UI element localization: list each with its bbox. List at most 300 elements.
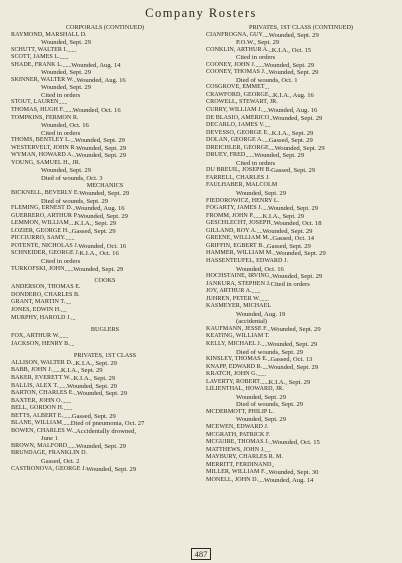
leader-dots: ...... (245, 152, 255, 160)
roster-entry (11, 62, 199, 70)
roster-entry (206, 115, 396, 123)
roster-entry (206, 447, 396, 455)
roster-continuation: Wounded, Sept. 29 (236, 416, 287, 424)
soldier-name: THOMAS, HUGH F. (11, 107, 65, 114)
section-heading: COOKS (94, 276, 116, 284)
roster-entry (206, 69, 396, 77)
casualty-status: Wounded, Sept. 30 (268, 469, 319, 477)
leader-dots: .... (268, 144, 275, 152)
leader-dots: ...... (64, 107, 73, 115)
soldier-name: PICCIURRO, SAMY. (11, 235, 66, 242)
leader-dots: ...... (59, 54, 69, 62)
page-number-label: 487 (191, 548, 212, 560)
soldier-name: GILLAND, ROY A. (206, 227, 257, 234)
roster-continuation: Cited in orders (41, 129, 81, 137)
roster-entry (206, 281, 396, 289)
section-heading: PRIVATES, 1ST CLASS (CONTINUED) (249, 24, 353, 31)
roster-entry (11, 413, 199, 421)
roster-entry (11, 77, 199, 85)
leader-dots: .. (74, 390, 77, 398)
roster-entry (206, 341, 396, 349)
soldier-name: MATTHEWS, JOHN J. (206, 446, 265, 453)
section-heading: CORPORALS (CONTINUED) (65, 24, 145, 31)
casualty-status: Wounded, Sept. 29 (268, 69, 319, 77)
roster-entry (11, 375, 199, 383)
soldier-name: DE BLASIO, AMERICO (206, 114, 270, 121)
casualty-status: Cited in orders (270, 280, 310, 288)
leader-dots: .. (271, 461, 275, 469)
soldier-name: BROWN, MALFORD (11, 442, 68, 449)
soldier-name: MCEWEN, EDWARD J. (206, 423, 269, 430)
roster-entry (206, 152, 396, 160)
roster-entry (206, 386, 396, 394)
casualty-status: Wounded, Oct. 16 (78, 242, 127, 250)
casualty-status: Wounded, Aug. 14 (71, 61, 121, 69)
roster-entry (206, 273, 396, 281)
casualty-status: Accidentally drowned, (76, 427, 137, 435)
roster-column-right (206, 24, 396, 484)
soldier-name: THOMS, BENTLEY L. (11, 137, 71, 144)
leader-dots: .. (269, 235, 273, 243)
roster-entry (11, 333, 199, 341)
roster-entry (11, 466, 199, 474)
soldier-name: GRANT, MARTIN T. (11, 299, 66, 306)
soldier-name: KNAPP, EDWARD R. (206, 363, 263, 370)
leader-dots: ...... (58, 99, 68, 107)
roster-entry (206, 371, 396, 379)
section-heading: MECHANICS (86, 182, 124, 190)
leader-dots: .. (263, 242, 267, 250)
soldier-name: BRUNDAGE, FRANKLIN D. (11, 450, 88, 457)
roster-entry (11, 160, 199, 168)
casualty-status: K.I.A., Sept. 29 (262, 212, 305, 220)
soldier-name: DOLAN, GEORGE A. (206, 137, 263, 144)
casualty-status: Gassed, Sept. 29 (271, 167, 316, 175)
roster-entry (206, 198, 396, 206)
leader-dots: ...... (259, 295, 269, 303)
soldier-name: GUERRERO, ARTHUR P. (11, 212, 78, 219)
soldier-name: HASSENTEUFEL, EDWARD J. (206, 257, 289, 264)
casualty-status: Wounded, Sept. 29 (76, 144, 127, 152)
soldier-name: CRAWFORD, GEORGE (206, 91, 269, 98)
casualty-status: Wounded, Sept. 29 (76, 390, 127, 398)
leader-dots: ...... (67, 46, 76, 54)
section-heading: PRIVATES, 1ST CLASS (73, 352, 137, 360)
roster-entry (11, 137, 199, 145)
roster-entry (206, 213, 396, 221)
casualty-status: K.I.A., Sept. 29 (271, 129, 314, 137)
roster-continuation: Wounded, Sept. 29 (236, 190, 287, 198)
roster-entry (206, 258, 396, 266)
leader-dots: ... (70, 137, 75, 145)
roster-entry (11, 420, 199, 428)
casualty-status: K.I.A., Oct. 16 (79, 250, 119, 258)
roster-continuation: Cited in orders (236, 159, 276, 167)
soldier-name: DEVESSO, GEORGE E. (206, 129, 269, 136)
soldier-name: POTENTE, NICHOLAS J. (11, 242, 79, 249)
roster-entry (206, 137, 396, 145)
roster-entry (206, 235, 396, 243)
soldier-name: SCOTT, JAMES L. (11, 54, 60, 61)
casualty-status: K.I.A., Aug. 16 (272, 91, 314, 99)
roster-entry (11, 405, 199, 413)
soldier-name: CROWELL, STEWART, JR. (206, 99, 278, 106)
leader-dots: .... (261, 340, 268, 348)
leader-dots: .... (263, 137, 269, 145)
roster-continuation: (accidental) (236, 318, 268, 326)
soldier-name: JACKSON, HENRY B. (11, 341, 70, 348)
leader-dots: ...... (62, 61, 72, 69)
roster-entry (11, 228, 199, 236)
leader-dots: ...... (259, 378, 269, 386)
casualty-status: Gassed, Oct. 13 (270, 356, 313, 364)
leader-dots: ... (264, 84, 270, 92)
roster-entry (206, 379, 396, 387)
roster-entry (206, 296, 396, 304)
roster-entry (11, 367, 199, 375)
roster-entry (206, 205, 396, 213)
roster-entry (206, 364, 396, 372)
soldier-name: BABB, JOHN J. (11, 367, 53, 374)
roster-entry (206, 469, 396, 477)
soldier-name: KINSLEY, THOMAS E. (206, 356, 268, 363)
soldier-name: LAVERTY, ROBERT (206, 378, 260, 385)
leader-dots: .. (265, 69, 269, 77)
roster-entry (206, 99, 396, 107)
roster-entry (206, 409, 396, 417)
soldier-name: MURPHY, HAROLD J. (11, 314, 71, 321)
leader-dots: ...... (52, 367, 61, 375)
roster-entry (11, 235, 199, 243)
soldier-name: BALLIS, ALEX T. (11, 382, 59, 389)
soldier-name: BICKNELL, BEVERLY E. (11, 190, 80, 197)
soldier-name: SKINNER, WALTER W. (11, 76, 74, 83)
soldier-name: ALLISON, WALTER D. (11, 359, 73, 366)
soldier-name: HAMMER, WILLIAM M. (206, 250, 273, 257)
leader-dots: .... (262, 107, 268, 115)
casualty-status: Wounded, Sept. 29 (86, 465, 137, 473)
soldier-name: KELLY, MICHAEL J. (206, 340, 262, 347)
roster-continuation: Wounded, Sept. 29 (236, 393, 287, 401)
leader-dots: .. (269, 114, 273, 122)
roster-entry (11, 47, 199, 55)
soldier-name: KRATCH, JOHN G. (206, 371, 258, 378)
casualty-status: Wounded, Oct. 18 (273, 220, 322, 228)
roster-entry (206, 122, 396, 130)
leader-dots: .... (68, 220, 75, 228)
leader-dots: ...... (58, 382, 67, 390)
roster-entry (206, 175, 396, 183)
casualty-status: Wounded, Sept. 29 (79, 190, 130, 198)
roster-entry (11, 315, 199, 323)
leader-dots: .... (65, 299, 72, 307)
soldier-name: KASMEYER, MICHAEL (206, 303, 272, 310)
soldier-name: GRIFFIN, EGBERT B. (206, 242, 264, 249)
roster-continuation: Died of wounds, Sept. 29 (236, 348, 304, 356)
roster-continuation: Cited in orders (41, 91, 81, 99)
leader-dots: .. (267, 325, 271, 333)
leader-dots: .. (270, 220, 274, 228)
roster-continuation: Wounded, Oct. 16 (41, 122, 89, 130)
soldier-name: TOMPKINS, FERMON R. (11, 114, 79, 121)
roster-entry (11, 443, 199, 451)
casualty-status: Wounded, Aug. 16 (267, 107, 318, 115)
casualty-status: Gassed, Sept. 29 (266, 242, 311, 250)
roster-entry (206, 220, 396, 228)
roster-entry (206, 84, 396, 92)
soldier-name: CONKLIN, ARTHUR A. (206, 46, 269, 53)
roster-entry (11, 383, 199, 391)
soldier-name: MERRITT, FERDINAND (206, 461, 272, 468)
casualty-status: Wounded, Sept. 29 (75, 442, 126, 450)
leader-dots: ...... (64, 265, 74, 273)
roster-entry (206, 47, 396, 55)
leader-dots: .... (264, 122, 271, 130)
soldier-name: FIEDOROWICZ, HENRY L. (206, 197, 280, 204)
soldier-name: ANDERSON, THOMAS E. (11, 284, 81, 291)
casualty-status: K.I.A., Sept. 29 (61, 367, 103, 375)
roster-entry (206, 288, 396, 296)
casualty-status: Wounded, Sept. 29 (77, 212, 128, 220)
roster-continuation: Died of wounds, Oct. 1 (236, 76, 298, 84)
soldier-name: JOY, ARTHUR A. (206, 288, 252, 295)
leader-dots: ...... (253, 212, 263, 220)
soldier-name: FROMM, JOHN P. (206, 212, 254, 219)
leader-dots: .. (272, 250, 276, 258)
casualty-status: Wounded, Sept. 29 (275, 250, 326, 258)
roster-entry (11, 115, 199, 123)
roster-entry (11, 266, 199, 274)
roster-entry (206, 130, 396, 138)
soldier-name: DONDERO, CHARLES B. (11, 291, 80, 298)
leader-dots: ...... (62, 420, 71, 428)
casualty-status: Wounded, Sept. 29 (75, 152, 127, 160)
leader-dots: ...... (67, 442, 76, 450)
roster-continuation: Wounded, Sept. 29 (41, 69, 92, 77)
casualty-status: K.I.A., Sept. 29 (268, 378, 311, 386)
casualty-status: Wounded, Sept. 29 (268, 31, 319, 39)
leader-dots: .. (73, 427, 77, 435)
page-number (0, 549, 402, 559)
soldier-name: JONES, EDWIN H. (11, 307, 61, 314)
leader-dots: ...... (62, 397, 71, 405)
casualty-status: Wounded, Aug. 16 (75, 205, 125, 213)
soldier-name: COONEY, JOHN J. (206, 61, 256, 68)
soldier-name: MCDERMOTT, PHILIP L. (206, 408, 275, 415)
leader-dots: .... (60, 307, 67, 315)
roster-entry (11, 292, 199, 300)
casualty-status: Wounded, Oct. 16 (72, 107, 121, 115)
roster-entry (206, 228, 396, 236)
roster-entry (206, 62, 396, 70)
leader-dots: .... (256, 227, 263, 235)
casualty-status: Wounded, Sept. 29 (272, 273, 323, 281)
leader-dots: .. (73, 152, 76, 160)
soldier-name: TURKOFSKI, JOHN (11, 265, 65, 272)
casualty-status: Wounded, Sept. 29 (264, 61, 315, 69)
roster-entry (11, 213, 199, 221)
soldier-name: FLEMING, ERNEST D. (11, 205, 73, 212)
soldier-name: FOX, ARTHUR W. (11, 333, 60, 340)
roster-entry (11, 145, 199, 153)
roster-entry (11, 220, 199, 228)
leader-dots: ...... (63, 412, 72, 420)
casualty-status: Wounded, Sept. 29 (267, 340, 318, 348)
roster-entry (206, 243, 396, 251)
leader-dots: .... (264, 446, 271, 454)
roster-entry (11, 360, 199, 368)
soldier-name: SCHNEIDER, GEORGE J. (11, 250, 80, 257)
soldier-name: BARTON, CHARLES E. (11, 390, 75, 397)
roster-continuation: Wounded, Sept. 29 (41, 39, 92, 47)
leader-dots: .. (68, 227, 72, 235)
soldier-name: SCHUTT, WALTER I. (11, 46, 68, 53)
roster-entry (11, 99, 199, 107)
roster-entry (11, 250, 199, 258)
leader-dots: ...... (251, 288, 261, 296)
soldier-name: YOUNG, SAMUEL H., JR. (11, 159, 81, 166)
roster-entry (11, 284, 199, 292)
soldier-name: FARRELL, CHARLES J. (206, 174, 270, 181)
roster-entry (206, 303, 396, 311)
casualty-status: K.I.A., Oct. 15 (271, 46, 312, 54)
leader-dots: .. (265, 469, 269, 477)
soldier-name: GREENE, WILLIAM M. (206, 235, 270, 242)
roster-entry (11, 390, 199, 398)
soldier-name: CURRY, WILLIAM J. (206, 107, 263, 114)
roster-entry (206, 477, 396, 485)
casualty-status: Wounded, Sept. 29 (270, 325, 321, 333)
soldier-name: COONEY, THOMAS J. (206, 69, 266, 76)
soldier-name: DECARLO, JAMES V. (206, 122, 265, 129)
leader-dots: .. (72, 359, 76, 367)
soldier-name: MCGRATH, PATRICK F. (206, 431, 271, 438)
casualty-status: Gassed, Sept. 29 (71, 227, 116, 235)
casualty-status: Wounded, Sept. 29 (268, 363, 319, 371)
casualty-status: Wounded, Sept. 29 (268, 205, 319, 213)
casualty-status: Wounded, Aug. 16 (76, 76, 126, 84)
roster-entry (11, 152, 199, 160)
leader-dots: .. (268, 46, 272, 54)
roster-continuation: June 1 (41, 435, 59, 443)
soldier-name: FOGARTY, JAMES J. (206, 205, 263, 212)
casualty-status: Wounded, Sept. 29 (254, 152, 305, 160)
casualty-status: Wounded, Sept. 29 (66, 382, 117, 390)
leader-dots: .. (268, 129, 272, 137)
soldier-name: DREICHLER, GEORGE (206, 144, 269, 151)
roster-entry (206, 356, 396, 364)
roster-entry (206, 167, 396, 175)
soldier-name: KAUFMANN, JESSE F. (206, 325, 268, 332)
roster-entry (11, 307, 199, 315)
soldier-name: KEATING, WILLIAM T. (206, 333, 270, 340)
roster-entry (206, 92, 396, 100)
roster-continuation: Died of wounds, Oct. 3 (41, 174, 103, 182)
soldier-name: BETTS, ALBERT E. (11, 412, 64, 419)
roster-continuation: Wounded, Aug. 19 (236, 310, 286, 318)
roster-entry (11, 54, 199, 62)
soldier-name: CIANFROGNA, GUY (206, 31, 263, 38)
roster-entry (11, 341, 199, 349)
roster-entry (11, 428, 199, 436)
soldier-name: MAYBURY, CHARLES R. M. (206, 454, 283, 461)
leader-dots: .. (269, 273, 273, 281)
roster-entry (11, 299, 199, 307)
soldier-name: BAXTER, JOHN O. (11, 397, 63, 404)
roster-entry (206, 432, 396, 440)
roster-entry (206, 326, 396, 334)
roster-entry (206, 32, 396, 40)
leader-dots: .. (269, 439, 272, 447)
leader-dots: .... (258, 476, 265, 484)
roster-entry (11, 205, 199, 213)
roster-entry (206, 462, 396, 470)
roster-continuation: Wounded, Oct. 16 (236, 265, 284, 273)
soldier-name: GESCHLECHT, JOSEPH (206, 220, 271, 227)
casualty-status: Wounded, Sept. 29 (73, 265, 124, 273)
soldier-name: FAULHABER, MALCOLM (206, 182, 278, 189)
casualty-status: Gassed, Oct. 14 (272, 235, 315, 243)
roster-continuation: Died of wounds, Sept. 29 (236, 401, 304, 409)
roster-entry (206, 182, 396, 190)
leader-dots: .. (73, 76, 77, 84)
roster-continuation: P.O.W., Sept. 29 (236, 39, 280, 47)
soldier-name: COSGROVE, EMMET (206, 84, 265, 91)
roster-entry (11, 243, 199, 251)
soldier-name: HOCHSTAINE, IRVING (206, 273, 270, 280)
roster-entry (11, 190, 199, 198)
casualty-status: Died of pneumonia, Oct. 27 (70, 420, 145, 428)
casualty-status: Wounded, Sept. 29 (274, 144, 325, 152)
leader-dots: ...... (257, 371, 266, 379)
soldier-name: LEMMON, WILLIAM (11, 220, 69, 227)
leader-dots: .. (70, 375, 74, 382)
soldier-name: BOWEN, CHARLES W. (11, 427, 74, 434)
roster-entry (11, 107, 199, 115)
soldier-name: RAYMOND, MARSHALL D. (11, 31, 87, 38)
roster-continuation: Died of wounds, Sept. 29 (41, 197, 109, 205)
soldier-name: WYMAN, HOWARD A. (11, 152, 74, 159)
soldier-name: LOZIER, GEORGE H. (11, 227, 69, 234)
leader-dots: .... (262, 205, 269, 213)
leader-dots: .... (262, 31, 269, 39)
roster-continuation: Wounded, Sept. 29 (41, 167, 92, 175)
leader-dots: ... (268, 91, 273, 99)
leader-dots: .. (72, 205, 76, 213)
roster-entry (206, 107, 396, 115)
leader-dots: ... (71, 314, 76, 322)
casualty-status: Wounded, Sept. 29 (74, 137, 125, 145)
soldier-name: SHADE, FRANK L. (11, 61, 63, 68)
casualty-status: Wounded, Oct. 15 (272, 439, 320, 447)
soldier-name: WESTERVELT, JOHN R. (11, 144, 77, 151)
roster-column-left (11, 24, 199, 473)
leader-dots: .. (267, 356, 271, 364)
roster-continuation: Wounded, Sept. 29 (41, 84, 92, 92)
leader-dots: ... (69, 341, 75, 349)
roster-entry (206, 333, 396, 341)
roster-continuation: Cited in orders (236, 54, 276, 62)
roster-entry (206, 424, 396, 432)
soldier-name: MILLER, WILLIAM F. (206, 469, 266, 476)
soldier-name: JUHREN, PETER W. (206, 295, 260, 302)
soldier-name: JANKURA, STEPHEN J. (206, 280, 271, 287)
soldier-name: BELL, GORDON H. (11, 405, 64, 412)
leader-dots: ...... (59, 333, 69, 341)
soldier-name: CASTRONOVA, GEORGE J. (11, 465, 87, 472)
soldier-name: BLANE, WILLIAM (11, 420, 63, 427)
roster-entry (206, 145, 396, 153)
